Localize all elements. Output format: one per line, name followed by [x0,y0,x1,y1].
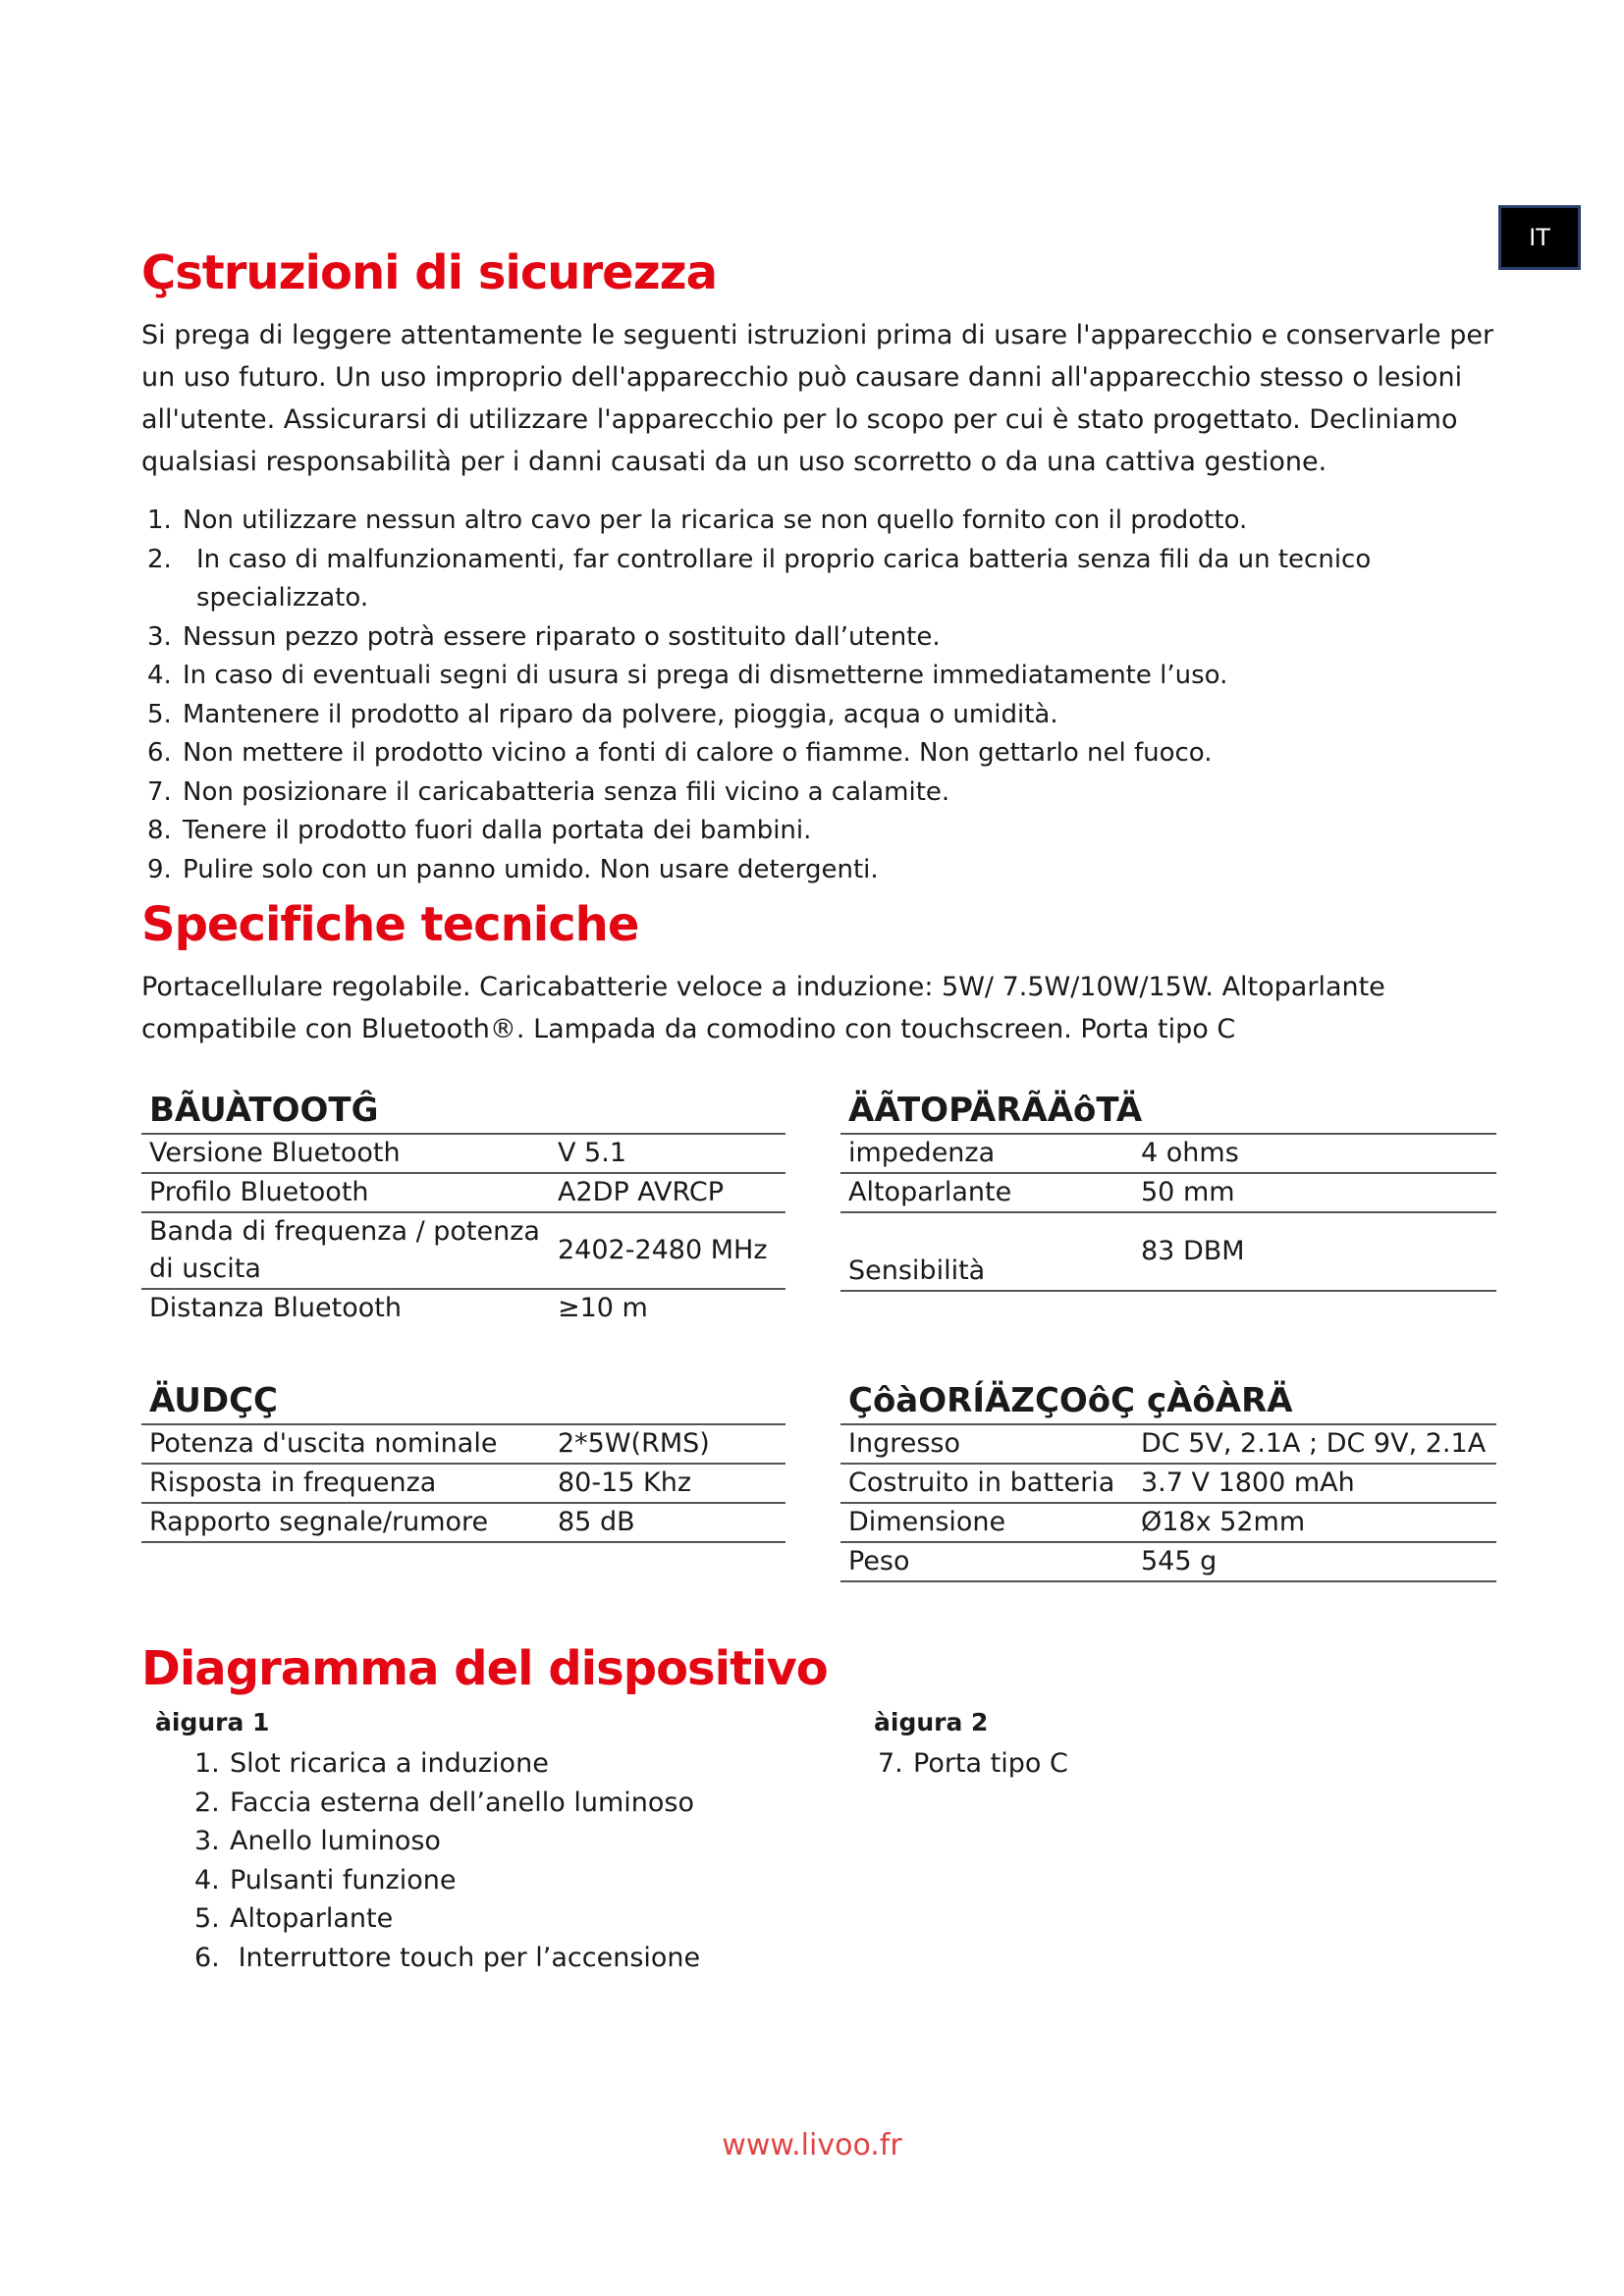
table-row: Sensibilità 83 DBM [840,1212,1496,1291]
table-row: Costruito in batteria 3.7 V 1800 mAh [840,1464,1496,1503]
table-row: Profilo Bluetooth A2DP AVRCP [141,1173,785,1212]
figure-2-title: àigura 2 [874,1708,989,1736]
table-row: Risposta in frequenza 80-15 Khz [141,1464,785,1503]
table-row: Dimensione Ø18x 52mm [840,1503,1496,1542]
language-badge: IT [1498,205,1581,270]
list-item: 1. Non utilizzare nessun altro cavo per la ricarica se non quello fornito con il prodotto. [147,506,1248,535]
audio-spec-table [141,1423,785,1543]
table-row: impedenza 4 ohms [840,1134,1496,1173]
bluetooth-spec-table [141,1133,785,1327]
list-item: 7. Non posizionare il caricabatteria senza fili vicino a calamite. [147,776,950,807]
figure-2-legend [874,1708,1463,1784]
general-spec-table [840,1423,1496,1582]
audio-spec-block [141,1378,785,1543]
list-item: 8. Tenere il prodotto fuori dalla portata dei bambini. [147,816,812,845]
list-item: 9. Pulire solo con un panno umido. Non usare detergenti. [147,854,879,884]
table-row: Ingresso DC 5V, 2.1A ; DC 9V, 2.1A [840,1424,1496,1464]
figure-1-legend [155,1708,784,1977]
general-spec-block [840,1378,1496,1582]
safety-list [147,502,1502,889]
list-item: 2. Faccia esterna dell’anello luminoso [194,1787,695,1818]
list-item: 5. Altoparlante [194,1903,394,1934]
list-item: 6. Non mettere il prodotto vicino a fonti di calore o fiamme. Non gettarlo nel fuoco. [147,738,1213,768]
figure-1-title: àigura 1 [155,1708,270,1736]
audio-spec-title: ÄUDÇÇ [149,1381,279,1420]
table-row: Distanza Bluetooth ≥10 m [141,1289,785,1327]
table-row: Peso 545 g [840,1542,1496,1581]
list-item: 2. In caso di malfunzionamenti, far controllare il proprio carica batteria senza fili da un tecnico specializzato. [147,544,1372,613]
list-item: 6. Interruttore touch per l’accensione [194,1942,701,1973]
table-row: Altoparlante 50 mm [840,1173,1496,1212]
list-item: 7. Porta tipo C [878,1748,1068,1779]
list-item: 3. Nessun pezzo potrà essere riparato o sostituito dall’utente. [147,621,941,652]
general-spec-title: ÇôàORÍÄZÇOôÇ çÀôÀRÄ [848,1381,1293,1420]
table-row: Rapporto segnale/rumore 85 dB [141,1503,785,1542]
bluetooth-spec-title: BÃUÀTOOTĜ [149,1091,379,1130]
list-item: 1. Slot ricarica a induzione [194,1748,549,1779]
bluetooth-spec-block [141,1088,785,1327]
speaker-spec-title: ÄÃTOPÄRÃÄôTÄ [848,1091,1143,1130]
list-item: 3. Anello luminoso [194,1826,441,1856]
figure-2-list [874,1744,1463,1784]
safety-intro: Si prega di leggere attentamente le seguenti istruzioni prima di usare l'apparecchio e conservarle per un uso futuro. Un uso improprio dell'apparecchio può causare danni all'apparecchio stesso o lesioni all'utente. Assicurarsi di utilizzare l'apparecchio per lo scopo per cui è stato progettato. Decliniamo qualsiasi responsabilità per i danni causati da un uso scorretto o da una cattiva gestione. [141,320,1494,477]
safety-title: Çstruzioni di sicurezza [141,245,717,300]
specs-intro: Portacellulare regolabile. Caricabatterie veloce a induzione: 5W/ 7.5W/10W/15W. Altoparlante compatibile con Bluetooth®. Lampada da comodino con touchscreen. Porta tipo C [141,972,1385,1044]
speaker-spec-table [840,1133,1496,1292]
figure-1-list [155,1744,784,1977]
footer-website: www.livoo.fr [722,2128,902,2163]
list-item: 4. In caso di eventuali segni di usura si prega di dismetterne immediatamente l’uso. [147,661,1228,690]
table-row: Potenza d'uscita nominale 2*5W(RMS) [141,1424,785,1464]
list-item: 4. Pulsanti funzione [194,1864,457,1896]
table-row: Versione Bluetooth V 5.1 [141,1134,785,1173]
specs-title: Specifiche tecniche [141,897,639,952]
diagram-title: Diagramma del dispositivo [141,1641,828,1696]
table-row: Banda di frequenza / potenza di uscita 2402-2480 MHz [141,1212,785,1289]
speaker-spec-block [840,1088,1496,1292]
list-item: 5. Mantenere il prodotto al riparo da polvere, pioggia, acqua o umidità. [147,699,1058,729]
